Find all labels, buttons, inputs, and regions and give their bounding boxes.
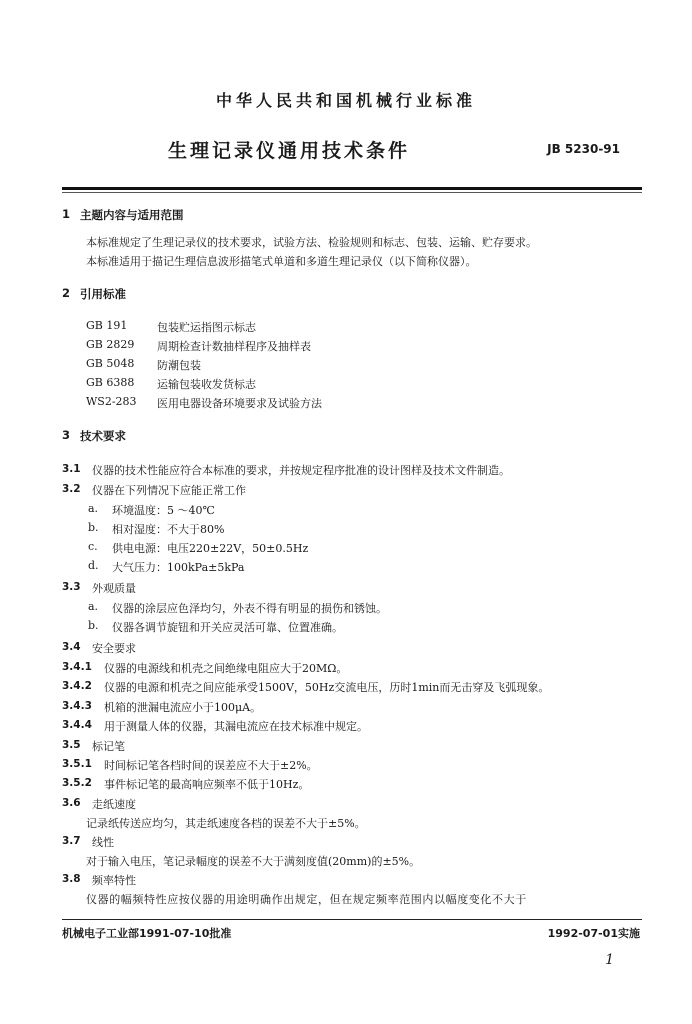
section-heading: 主题内容与适用范围 <box>80 208 184 222</box>
clause-number: 3.4.1 <box>62 661 92 673</box>
item-mark: b. <box>88 521 99 534</box>
paragraph: 本标准适用于描记生理信息波形描笔式单道和多道生理记录仪（以下简称仪器）。 <box>86 255 477 268</box>
clause-text: 外观质量 <box>92 582 136 595</box>
clause-text: 事件标记笔的最高响应频率不低于10Hz。 <box>104 778 310 791</box>
item-mark: a. <box>88 600 99 613</box>
reference-code: GB 191 <box>86 319 128 332</box>
clause-number: 3.4.3 <box>62 700 92 712</box>
item-mark: a. <box>88 502 99 515</box>
item-text: 环境温度：5 ～40℃ <box>112 504 215 517</box>
standard-number: JB 5230-91 <box>547 142 620 156</box>
item-text: 仪器各调节旋钮和开关应灵活可靠、位置准确。 <box>112 621 343 634</box>
item-text: 相对湿度：不大于80% <box>112 523 225 536</box>
reference-title: 医用电器设备环境要求及试验方法 <box>157 397 322 410</box>
clause-text: 仪器的电源线和机壳之间绝缘电阻应大于20MΩ。 <box>104 662 348 675</box>
clause-body: 对于输入电压，笔记录幅度的误差不大于满刻度值(20mm)的±5%。 <box>86 855 421 868</box>
reference-title: 防潮包装 <box>157 359 201 372</box>
clause-number: 3.3 <box>62 581 81 593</box>
header-rule-thick <box>62 187 642 190</box>
clause-body: 仪器的幅频特性应按仪器的用途明确作出规定，但在规定频率范围内以幅度变化不大于 <box>86 893 527 906</box>
clause-text: 仪器的电源和机壳之间应能承受1500V，50Hz交流电压，历时1min而无击穿及飞弧现象。 <box>104 681 550 694</box>
clause-text: 用于测量人体的仪器，其漏电流应在技术标准中规定。 <box>104 720 368 733</box>
reference-code: WS2-283 <box>86 395 137 408</box>
effective-date: 1992-07-01实施 <box>547 927 640 940</box>
clause-number: 3.5.1 <box>62 758 92 770</box>
paragraph: 本标准规定了生理记录仪的技术要求，试验方法、检验规则和标志、包装、运输、贮存要求。 <box>86 236 537 249</box>
clause-text: 走纸速度 <box>92 798 136 811</box>
clause-number: 3.8 <box>62 873 81 885</box>
clause-text: 线性 <box>92 836 114 849</box>
clause-text: 机箱的泄漏电流应小于100μA。 <box>104 701 262 714</box>
clause-text: 频率特性 <box>92 874 136 887</box>
document-title: 生理记录仪通用技术条件 <box>168 140 411 162</box>
clause-number: 3.4.4 <box>62 719 92 731</box>
item-text: 大气压力：100kPa±5kPa <box>112 561 245 574</box>
item-text: 供电电源：电压220±22V，50±0.5Hz <box>112 542 309 555</box>
reference-code: GB 2829 <box>86 338 135 351</box>
clause-body: 记录纸传送应均匀，其走纸速度各档的误差不大于±5%。 <box>86 817 366 830</box>
issuing-body-header: 中华人民共和国机械行业标准 <box>215 91 476 110</box>
item-mark: b. <box>88 619 99 632</box>
reference-title: 包装贮运指图示标志 <box>157 321 256 334</box>
section-number: 1 <box>62 207 71 221</box>
footer-rule <box>62 919 642 920</box>
header-rule-thin <box>62 192 642 193</box>
clause-text: 时间标记笔各档时间的误差应不大于±2%。 <box>104 759 318 772</box>
section-heading: 技术要求 <box>80 429 126 443</box>
clause-number: 3.2 <box>62 483 81 495</box>
clause-number: 3.4 <box>62 641 81 653</box>
page-number: 1 <box>605 952 614 968</box>
section-number: 3 <box>62 428 71 442</box>
clause-number: 3.5.2 <box>62 777 92 789</box>
clause-number: 3.5 <box>62 739 81 751</box>
clause-number: 3.1 <box>62 463 81 475</box>
item-text: 仪器的涂层应色泽均匀，外表不得有明显的损伤和锈蚀。 <box>112 602 387 615</box>
section-number: 2 <box>62 286 71 300</box>
section-heading: 引用标准 <box>80 287 126 301</box>
item-mark: c. <box>88 540 98 553</box>
reference-title: 周期检查计数抽样程序及抽样表 <box>157 340 311 353</box>
approval-date: 机械电子工业部1991-07-10批准 <box>62 927 232 940</box>
clause-text: 安全要求 <box>92 642 136 655</box>
reference-code: GB 6388 <box>86 376 135 389</box>
clause-text: 标记笔 <box>92 740 125 753</box>
clause-text: 仪器的技术性能应符合本标准的要求，并按规定程序批准的设计图样及技术文件制造。 <box>92 464 510 477</box>
reference-title: 运输包装收发货标志 <box>157 378 256 391</box>
clause-number: 3.4.2 <box>62 680 92 692</box>
clause-text: 仪器在下列情况下应能正常工作 <box>92 484 246 497</box>
reference-code: GB 5048 <box>86 357 135 370</box>
clause-number: 3.7 <box>62 835 81 847</box>
clause-number: 3.6 <box>62 797 81 809</box>
item-mark: d. <box>88 559 99 572</box>
